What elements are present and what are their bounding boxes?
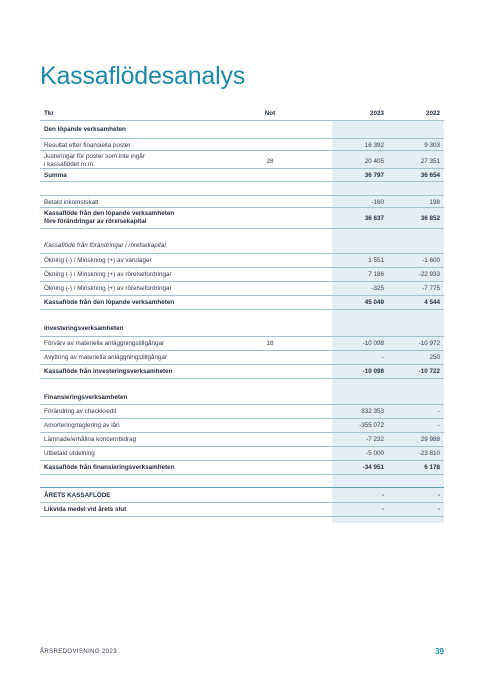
row-label: Investeringsverksamheten [44, 325, 124, 332]
value-2023: -160 [371, 199, 384, 206]
value-2022: 6 178 [424, 464, 440, 471]
table-row [40, 150, 444, 169]
value-2023: 36 797 [364, 172, 384, 179]
table-row [40, 418, 444, 429]
row-label: Amortering/reglering av lån [44, 422, 120, 429]
value-2022: -10 722 [418, 368, 440, 375]
spacer-row [40, 378, 444, 379]
value-2023: -7 232 [366, 436, 384, 443]
table-row-total [40, 168, 444, 179]
page-title: Kassaflödesanalys [40, 62, 246, 90]
table-row [40, 281, 444, 292]
header-not: Not [264, 110, 276, 117]
value-2022: - [437, 492, 440, 499]
row-label: Kassaflöde från den löpande verksamheten [44, 299, 175, 306]
value-2022: - [437, 506, 440, 513]
header-2022: 2022 [425, 110, 440, 117]
footer-report-title: ÅRSREDOVISNING 2023 [40, 649, 117, 655]
row-label: ÅRETS KASSAFLÖDE [44, 492, 111, 499]
value-2023: -5 000 [366, 450, 384, 457]
value-2022: 27 351 [420, 158, 440, 165]
row-label: Kassaflöde från investeringsverksamheten [44, 368, 173, 375]
row-label: Utbetald utdelning [44, 450, 95, 457]
row-label: Finansieringsverksamheten [44, 394, 128, 401]
value-2022: -22 933 [418, 271, 440, 278]
row-label: Avyttring av materiella anläggningstillgångar [44, 354, 168, 361]
table-row [40, 195, 444, 206]
value-2023: -355 072 [359, 422, 384, 429]
row-label: Ökning (-) / Minskning (+) av rörelsefordringar [44, 271, 172, 278]
value-2023: - [381, 506, 384, 513]
value-2022: 9 303 [424, 142, 440, 149]
value-2023: 7 186 [368, 271, 384, 278]
row-label: Resultat efter finansiella poster [44, 142, 131, 149]
value-2023: 36 637 [364, 215, 384, 222]
table-row-total [40, 487, 444, 499]
table-row-total [40, 207, 444, 227]
value-2022: -1 600 [422, 257, 440, 264]
value-2023: -325 [371, 285, 384, 292]
value-2023: - [381, 492, 384, 499]
value-2022: 36 852 [420, 215, 440, 222]
value-2023: -34 951 [362, 464, 384, 471]
spacer-row [40, 474, 444, 475]
row-label: Kassaflöde från den löpande verksamheten före förändringar av rörelsekapital [44, 210, 175, 225]
value-2022: 4 544 [424, 299, 440, 306]
value-2023: 1 551 [368, 257, 384, 264]
value-2022: -10 972 [418, 340, 440, 347]
table-row-total [40, 295, 444, 306]
page-number: 39 [435, 647, 444, 656]
header-tkr: Tkr [44, 110, 54, 117]
table-row [40, 267, 444, 278]
row-label: Likvida medel vid årets slut [44, 506, 127, 513]
row-label: Justeringar för poster som inte ingår i kassaflödet m.m. [44, 153, 145, 168]
row-label: Den löpande verksamheten [44, 126, 126, 133]
row-label: Summa [44, 172, 67, 179]
table-row-total [40, 364, 444, 375]
table-row [40, 404, 444, 415]
table-row [40, 336, 444, 347]
value-2022: -23 810 [418, 450, 440, 457]
table-row [40, 253, 444, 264]
value-2023: 16 392 [364, 142, 384, 149]
spacer-row [40, 228, 444, 229]
row-label: Förändring av checkkredit [44, 408, 117, 415]
value-2023: 45 049 [364, 299, 384, 306]
spacer-row [40, 181, 444, 182]
row-label: Förvärv av materiella anläggningstillgångar [44, 340, 165, 347]
row-label: Ökning (-) / Minskning (+) av rörelsefordringar [44, 285, 172, 292]
table-header-row [40, 110, 444, 121]
row-label: Kassaflöde från förändringar i rörelsekapital [44, 242, 166, 249]
row-label: Kassaflöde från finansieringsverksamheten [44, 464, 175, 471]
table-row-total [40, 460, 444, 471]
table-row-total [40, 502, 444, 517]
value-2022: - [437, 408, 440, 415]
row-label: Betald inkomstskatt [44, 199, 99, 206]
table-row [40, 446, 444, 457]
value-2022: -7 775 [422, 285, 440, 292]
value-2023: -10 098 [362, 340, 384, 347]
table-row [40, 432, 444, 443]
value-2022: 29 988 [420, 436, 440, 443]
value-2022: 36 654 [420, 172, 440, 179]
table-row [40, 138, 444, 149]
note-ref: 18 [266, 340, 274, 347]
value-2022: 198 [429, 199, 440, 206]
table-row [40, 350, 444, 361]
row-label: Ökning (-) / Minskning (+) av varulager [44, 257, 152, 264]
spacer-row [40, 309, 444, 310]
header-2023: 2023 [369, 110, 384, 117]
value-2023: 332 353 [361, 408, 384, 415]
row-label: Lämnade/erhållna koncernbidrag [44, 436, 137, 443]
value-2023: 20 405 [364, 158, 384, 165]
value-2022: 250 [429, 354, 440, 361]
value-2023: - [381, 354, 384, 361]
note-ref: 28 [266, 158, 274, 165]
value-2022: - [437, 422, 440, 429]
value-2023: -10 098 [362, 368, 384, 375]
